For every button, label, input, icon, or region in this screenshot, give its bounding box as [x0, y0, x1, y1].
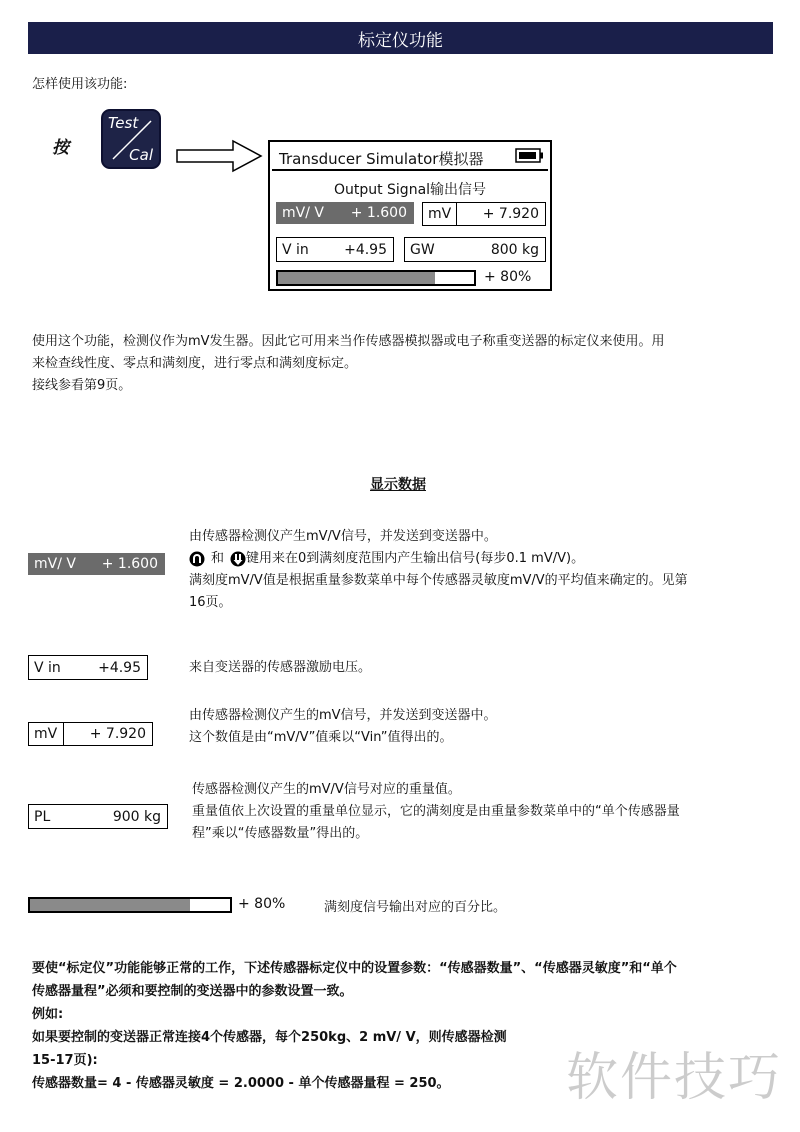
description [32, 331, 772, 397]
screen-mv-value: + 7.920 [482, 206, 539, 222]
mv-value: + 7.920 [89, 726, 146, 742]
description-line: 满刻度mV/V值是根据重量参数菜单中每个传感器灵敏度mV/V的平均值来确定的。见第 [189, 573, 688, 588]
screen-progress-fill [278, 272, 435, 284]
vin-value: +4.95 [98, 659, 141, 676]
screen-mv-label: mV [428, 206, 452, 222]
field-separator [456, 203, 457, 225]
battery-icon [515, 148, 545, 164]
notes-line: 传感器量程”必须和要控制的变送器中的参数设置一致。 [32, 984, 353, 999]
mvv-field [28, 553, 165, 575]
screen-gw-field [404, 237, 546, 262]
arrow-keys-line [189, 548, 769, 570]
screen-gw-value: 800 kg [490, 241, 539, 258]
mvv-description [189, 526, 769, 614]
percent-bar-text: + 80% [238, 896, 286, 912]
description-line: 来检查线性度、零点和满刻度，进行零点和满刻度标定。 [32, 356, 358, 371]
notes-line: 如果要控制的变送器正常连接4个传感器，每个250kg、2 mV/ V，则传感器检测 [32, 1030, 507, 1045]
description-line: 接线参看第9页。 [32, 378, 132, 393]
screen-vin-value: +4.95 [344, 241, 387, 258]
field-separator [63, 723, 64, 745]
screen-title: Transducer Simulator模拟器 [279, 150, 484, 168]
vin-label: V in [34, 659, 61, 676]
page-header [28, 22, 773, 54]
pl-value: 900 kg [112, 808, 161, 825]
how-to-use-label: 怎样使用该功能: [32, 77, 128, 92]
and-label: 和 [211, 551, 225, 566]
screen-progress-text: + 80% [484, 269, 532, 285]
mv-field [28, 722, 153, 746]
screen-vin-field [276, 237, 394, 262]
description-line: 程”乘以“传感器数量”得出的。 [192, 826, 369, 841]
arrow-right-icon [175, 139, 265, 173]
vin-description: 来自变送器的传感器激励电压。 [189, 660, 372, 675]
pl-label: PL [34, 808, 51, 825]
notes-line: 例如: [32, 1007, 64, 1022]
mv-description [189, 705, 769, 749]
screen-vin-label: V in [282, 241, 309, 258]
percent-bar-fill [30, 899, 190, 911]
description-line: 键用来在0到满刻度范围内产生输出信号(每步0.1 mV/V)。 [246, 551, 585, 566]
vin-field [28, 655, 148, 680]
device-screen [268, 140, 552, 291]
up-key-icon [189, 551, 205, 567]
notes-line: 传感器数量= 4 - 传感器灵敏度 = 2.0000 - 单个传感器量程 = 250。 [32, 1076, 450, 1091]
percent-bar [28, 897, 232, 913]
screen-mvv-value: + 1.600 [350, 205, 407, 221]
down-key-icon [230, 551, 246, 567]
key-label-cal: Cal [129, 146, 153, 164]
notes-line: 要使“标定仪”功能能够正常的工作，下述传感器标定仪中的设置参数：“传感器数量”、“传感器灵敏度”和“单个 [32, 961, 677, 976]
mvv-label: mV/ V [34, 556, 76, 572]
screen-progress-bar [276, 270, 476, 286]
description-line: 传感器检测仪产生的mV/V信号对应的重量值。 [192, 782, 461, 797]
screen-mv-field [422, 202, 546, 226]
test-cal-key[interactable] [101, 109, 161, 169]
pl-field [28, 804, 168, 829]
press-label: 按 [52, 138, 69, 158]
description-line: 使用这个功能，检测仪作为mV发生器。因此它可用来当作传感器模拟器或电子称重变送器的标定仪来使用。用 [32, 334, 665, 349]
bar-description: 满刻度信号输出对应的百分比。 [324, 900, 507, 915]
notes-line: 15-17页): [32, 1053, 98, 1068]
description-line: 16页。 [189, 595, 232, 610]
section-title: 显示数据 [370, 477, 426, 493]
description-line: 重量值依上次设置的重量单位显示，它的满刻度是由重量参数菜单中的“单个传感器量 [192, 804, 680, 819]
screen-mvv-field [276, 202, 414, 224]
description-line: 由传感器检测仪产生mV/V信号，并发送到变送器中。 [189, 529, 497, 544]
screen-mvv-label: mV/ V [282, 205, 324, 221]
screen-gw-label: GW [410, 241, 435, 258]
watermark: 软件技巧 [566, 1048, 783, 1108]
page-title: 标定仪功能 [358, 30, 443, 51]
key-label-test: Test [108, 114, 139, 132]
screen-subtitle: Output Signal输出信号 [333, 182, 487, 198]
description-line: 这个数值是由“mV/V”值乘以“Vin”值得出的。 [189, 730, 453, 745]
mvv-value: + 1.600 [101, 556, 158, 572]
description-line: 由传感器检测仪产生的mV信号，并发送到变送器中。 [189, 708, 497, 723]
pl-description [192, 779, 772, 845]
screen-divider [272, 169, 548, 171]
mv-label: mV [34, 726, 58, 742]
